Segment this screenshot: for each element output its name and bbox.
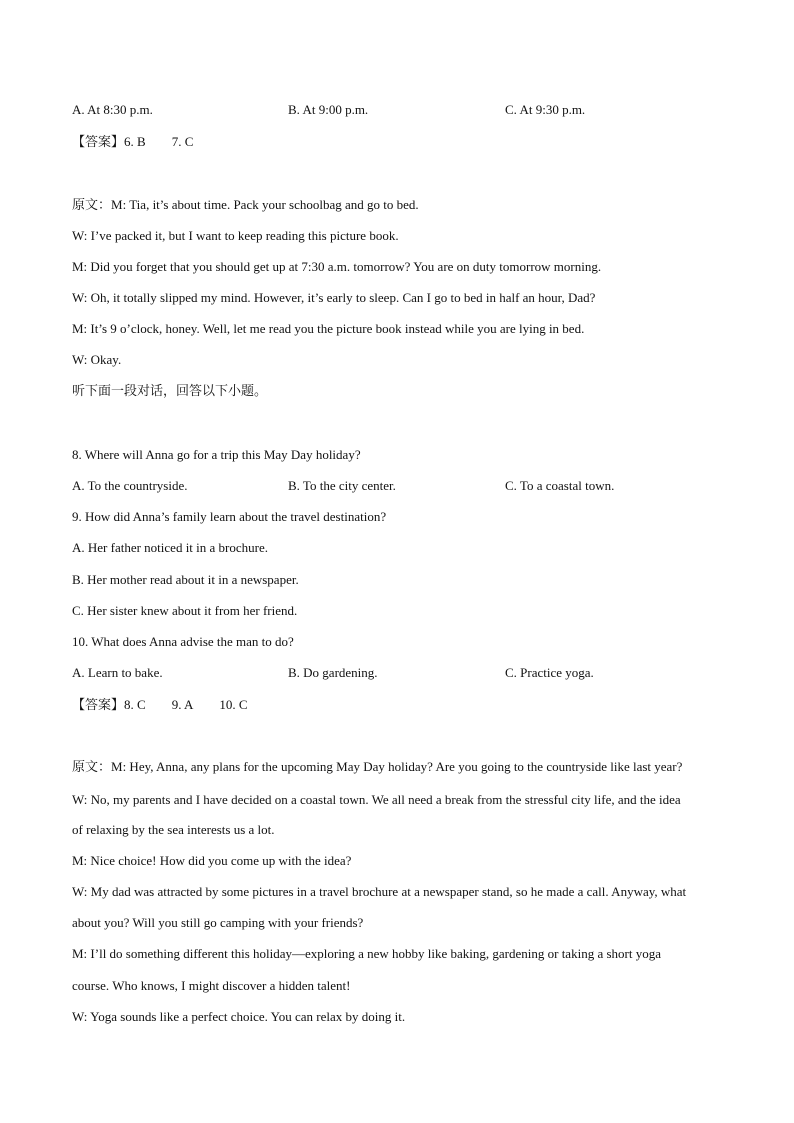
transcript-1-line	[72, 197, 419, 214]
transcript-line: M: It’s 9 o’clock, honey. Well, let me read you the picture book instead while you are lying in bed.	[72, 321, 585, 336]
answer-6: 6. B	[124, 134, 146, 149]
transcript-label: 原文：	[72, 198, 112, 213]
transcript-line: about you? Will you still go camping with your friends?	[72, 915, 364, 930]
q8-option-b: B. To the city center.	[288, 478, 396, 493]
q7-option-a: A. At 8:30 p.m.	[72, 102, 153, 117]
q10-option-b: B. Do gardening.	[288, 665, 378, 680]
answer-9: 9. A	[171, 697, 194, 712]
listening-instruction: 听下面一段对话，回答以下小题。	[72, 384, 268, 399]
question-9: 9. How did Anna’s family learn about the travel destination?	[72, 509, 387, 524]
transcript-text: M: Hey, Anna, any plans for the upcoming May Day holiday? Are you going to the countryside like last year?	[111, 759, 683, 774]
transcript-text: M: Tia, it’s about time. Pack your schoolbag and go to bed.	[111, 197, 419, 212]
transcript-line: M: Nice choice! How did you come up with the idea?	[72, 853, 352, 868]
answer-10: 10. C	[219, 697, 248, 712]
transcript-line: W: Yoga sounds like a perfect choice. You can relax by doing it.	[72, 1009, 406, 1024]
q8-option-a: A. To the countryside.	[72, 478, 188, 493]
q9-option-b: B. Her mother read about it in a newspaper.	[72, 572, 299, 587]
transcript-line: W: No, my parents and I have decided on a coastal town. We all need a break from the stressful city life, and the idea	[72, 792, 681, 807]
answer-key-1	[72, 134, 219, 151]
transcript-line: course. Who knows, I might discover a hidden talent!	[72, 978, 351, 993]
q10-option-c: C. Practice yoga.	[505, 665, 594, 680]
answer-key-2	[72, 697, 274, 714]
transcript-line: W: Okay.	[72, 352, 122, 367]
q7-option-b: B. At 9:00 p.m.	[288, 102, 369, 117]
answer-label: 【答案】	[72, 698, 125, 713]
answer-8: 8. C	[124, 697, 146, 712]
transcript-line: W: My dad was attracted by some pictures in a travel brochure at a newspaper stand, so he made a call. Anyway, what	[72, 884, 687, 899]
transcript-2-line	[72, 759, 682, 776]
transcript-label: 原文：	[72, 760, 112, 775]
transcript-line: of relaxing by the sea interests us a lot.	[72, 822, 275, 837]
q9-option-c: C. Her sister knew about it from her friend.	[72, 603, 298, 618]
answer-label: 【答案】	[72, 135, 125, 150]
transcript-line: W: Oh, it totally slipped my mind. However, it’s early to sleep. Can I go to bed in half an hour, Dad?	[72, 290, 596, 305]
q7-option-c: C. At 9:30 p.m.	[505, 102, 586, 117]
answer-7: 7. C	[171, 134, 194, 149]
transcript-line: M: Did you forget that you should get up at 7:30 a.m. tomorrow? You are on duty tomorrow morning.	[72, 259, 602, 274]
q9-option-a: A. Her father noticed it in a brochure.	[72, 540, 269, 555]
question-8: 8. Where will Anna go for a trip this May Day holiday?	[72, 447, 361, 462]
q10-option-a: A. Learn to bake.	[72, 665, 163, 680]
question-10: 10. What does Anna advise the man to do?	[72, 634, 294, 649]
transcript-line: W: I’ve packed it, but I want to keep reading this picture book.	[72, 228, 399, 243]
q8-option-c: C. To a coastal town.	[505, 478, 615, 493]
transcript-line: M: I’ll do something different this holiday—exploring a new hobby like baking, gardening or taking a short yoga	[72, 946, 661, 961]
